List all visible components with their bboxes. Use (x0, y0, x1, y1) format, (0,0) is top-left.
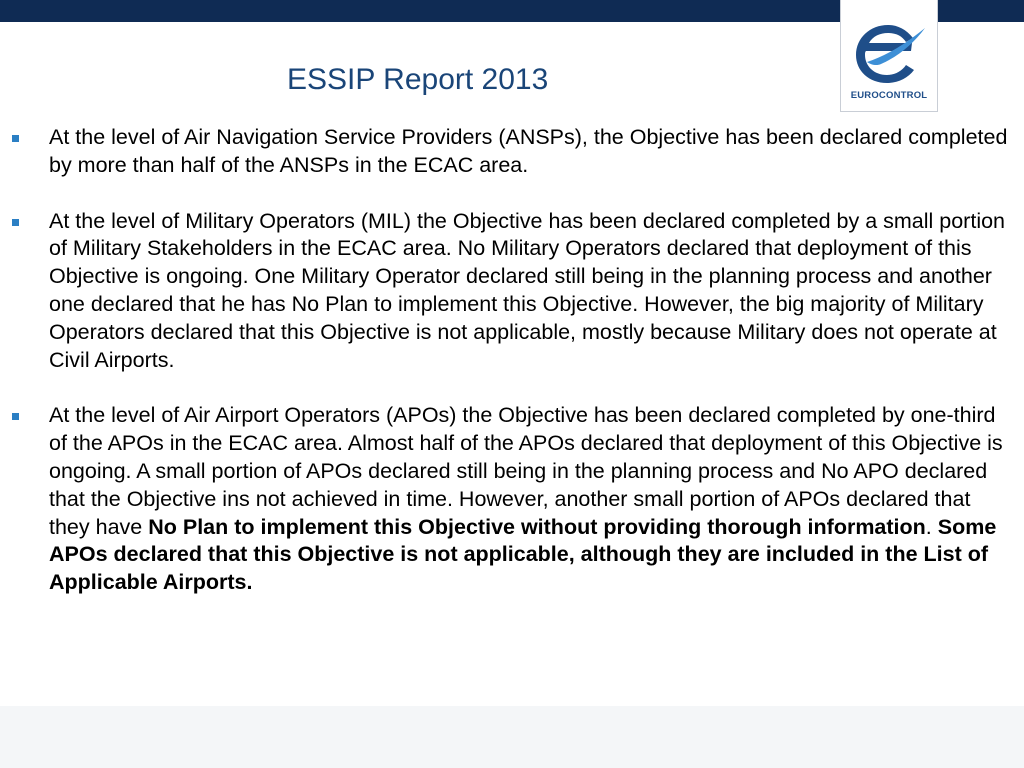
eurocontrol-logo (840, 0, 938, 112)
square-bullet-icon (12, 219, 19, 226)
footer-band (0, 706, 1024, 768)
square-bullet-icon (12, 413, 19, 420)
bullet-item-ansp (0, 124, 1024, 180)
bullet-list (0, 124, 1024, 597)
bullet-item-apo (0, 402, 1024, 597)
bullet-text-separator: . (925, 514, 938, 539)
bullet-text-regular: At the level of Air Airport Operators (APOs) the Objective has been declared completed by one-third of the APOs in the ECAC area. Almost half of the APOs declared that deployment of this Objective is ongoing. A small portion of APOs declared still being in the planning process and No APO declared that the Objective ins not achieved in time. However, another small portion of APOs declared that they have (49, 403, 1003, 539)
logo-text: EUROCONTROL (850, 90, 928, 101)
page-title: ESSIP Report 2013 (287, 63, 549, 96)
square-bullet-icon (12, 135, 19, 142)
bullet-text-bold: No Plan to implement this Objective without providing thorough information (148, 514, 926, 539)
eurocontrol-logo-icon (851, 22, 927, 86)
bullet-item-mil (0, 208, 1024, 375)
bullet-text: At the level of Military Operators (MIL) the Objective has been declared completed by a small portion of Military Stakeholders in the ECAC area. No Military Operators declared that deployment of this Objective is ongoing. One Military Operator declared still being in the planning process and another one declared that he has No Plan to implement this Objective. However, the big majority of Military Operators declared that this Objective is not applicable, mostly because Military does not operate at Civil Airports. (49, 208, 1006, 372)
bullet-text-bold: Some APOs declared that this Objective is not applicable, although they are included in the List of Applicable Airports. (49, 514, 997, 595)
bullet-text: At the level of Air Navigation Service Providers (ANSPs), the Objective has been declared completed by more than half of the ANSPs in the ECAC area. (49, 125, 1008, 177)
